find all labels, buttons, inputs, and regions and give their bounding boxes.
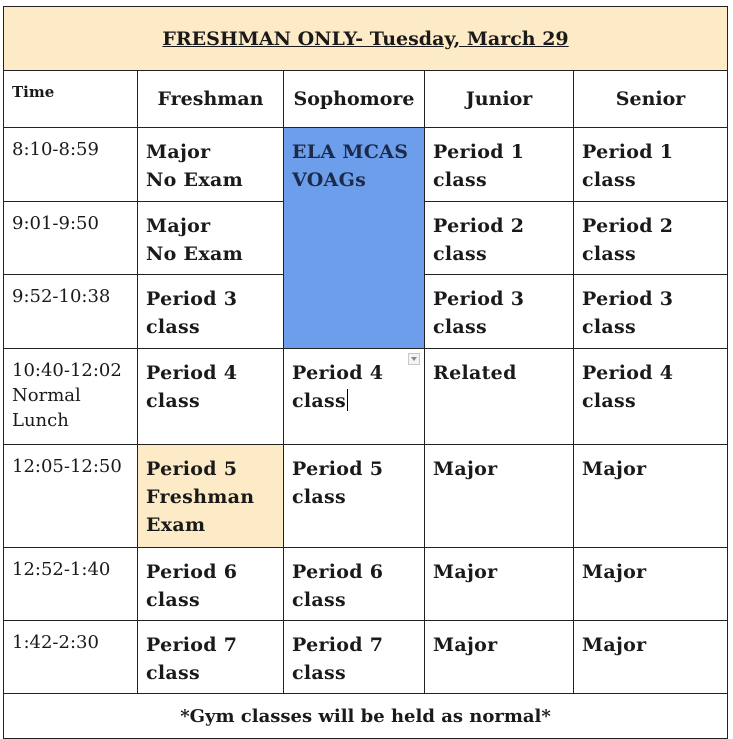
sophomore-cell-active[interactable]: Period 4 class	[284, 349, 425, 445]
junior-cell[interactable]: Period 3 class	[425, 275, 574, 349]
freshman-cell[interactable]: Major No Exam	[138, 128, 284, 202]
schedule-title: FRESHMAN ONLY- Tuesday, March 29	[4, 7, 728, 71]
table-row	[4, 128, 728, 202]
senior-cell[interactable]: Period 2 class	[574, 202, 728, 275]
time-cell[interactable]: 8:10-8:59	[4, 128, 138, 202]
sophomore-mcas-block[interactable]	[284, 128, 425, 349]
freshman-cell[interactable]: Period 7 class	[138, 621, 284, 694]
time-cell[interactable]: 12:05-12:50	[4, 445, 138, 548]
footer-note: *Gym classes will be held as normal*	[4, 694, 728, 739]
junior-cell[interactable]: Period 1 class	[425, 128, 574, 202]
time-cell[interactable]: 10:40-12:02 Normal Lunch	[4, 349, 138, 445]
freshman-cell[interactable]: Period 4 class	[138, 349, 284, 445]
time-cell[interactable]: 9:52-10:38	[4, 275, 138, 349]
freshman-cell[interactable]: Period 3 class	[138, 275, 284, 349]
sophomore-cell[interactable]: Period 5 class	[284, 445, 425, 548]
time-cell[interactable]: 1:42-2:30	[4, 621, 138, 694]
table-row	[4, 445, 728, 548]
senior-cell[interactable]: Major	[574, 548, 728, 621]
junior-cell[interactable]: Related	[425, 349, 574, 445]
cell-dropdown-icon[interactable]	[408, 353, 420, 365]
text-cursor	[347, 389, 348, 411]
exam-schedule-table	[3, 6, 728, 739]
junior-cell[interactable]: Major	[425, 621, 574, 694]
freshman-cell[interactable]: Period 6 class	[138, 548, 284, 621]
junior-cell[interactable]: Major	[425, 445, 574, 548]
freshman-cell[interactable]: Major No Exam	[138, 202, 284, 275]
senior-cell[interactable]: Period 3 class	[574, 275, 728, 349]
time-cell[interactable]: 9:01-9:50	[4, 202, 138, 275]
junior-cell[interactable]: Major	[425, 548, 574, 621]
sophomore-cell[interactable]: Period 7 class	[284, 621, 425, 694]
table-row	[4, 548, 728, 621]
junior-cell[interactable]: Period 2 class	[425, 202, 574, 275]
header-freshman: Freshman	[138, 71, 284, 128]
table-row	[4, 621, 728, 694]
table-row	[4, 349, 728, 445]
mcas-line: ELA MCAS	[292, 141, 409, 163]
senior-cell[interactable]: Period 4 class	[574, 349, 728, 445]
header-sophomore: Sophomore	[284, 71, 425, 128]
mcas-line: VOAGs	[292, 169, 367, 191]
time-cell[interactable]: 12:52-1:40	[4, 548, 138, 621]
header-senior: Senior	[574, 71, 728, 128]
header-time: Time	[4, 71, 138, 128]
header-junior: Junior	[425, 71, 574, 128]
sophomore-cell[interactable]: Period 6 class	[284, 548, 425, 621]
senior-cell[interactable]: Major	[574, 445, 728, 548]
freshman-exam-cell[interactable]: Period 5 Freshman Exam	[138, 445, 284, 548]
senior-cell[interactable]: Period 1 class	[574, 128, 728, 202]
senior-cell[interactable]: Major	[574, 621, 728, 694]
